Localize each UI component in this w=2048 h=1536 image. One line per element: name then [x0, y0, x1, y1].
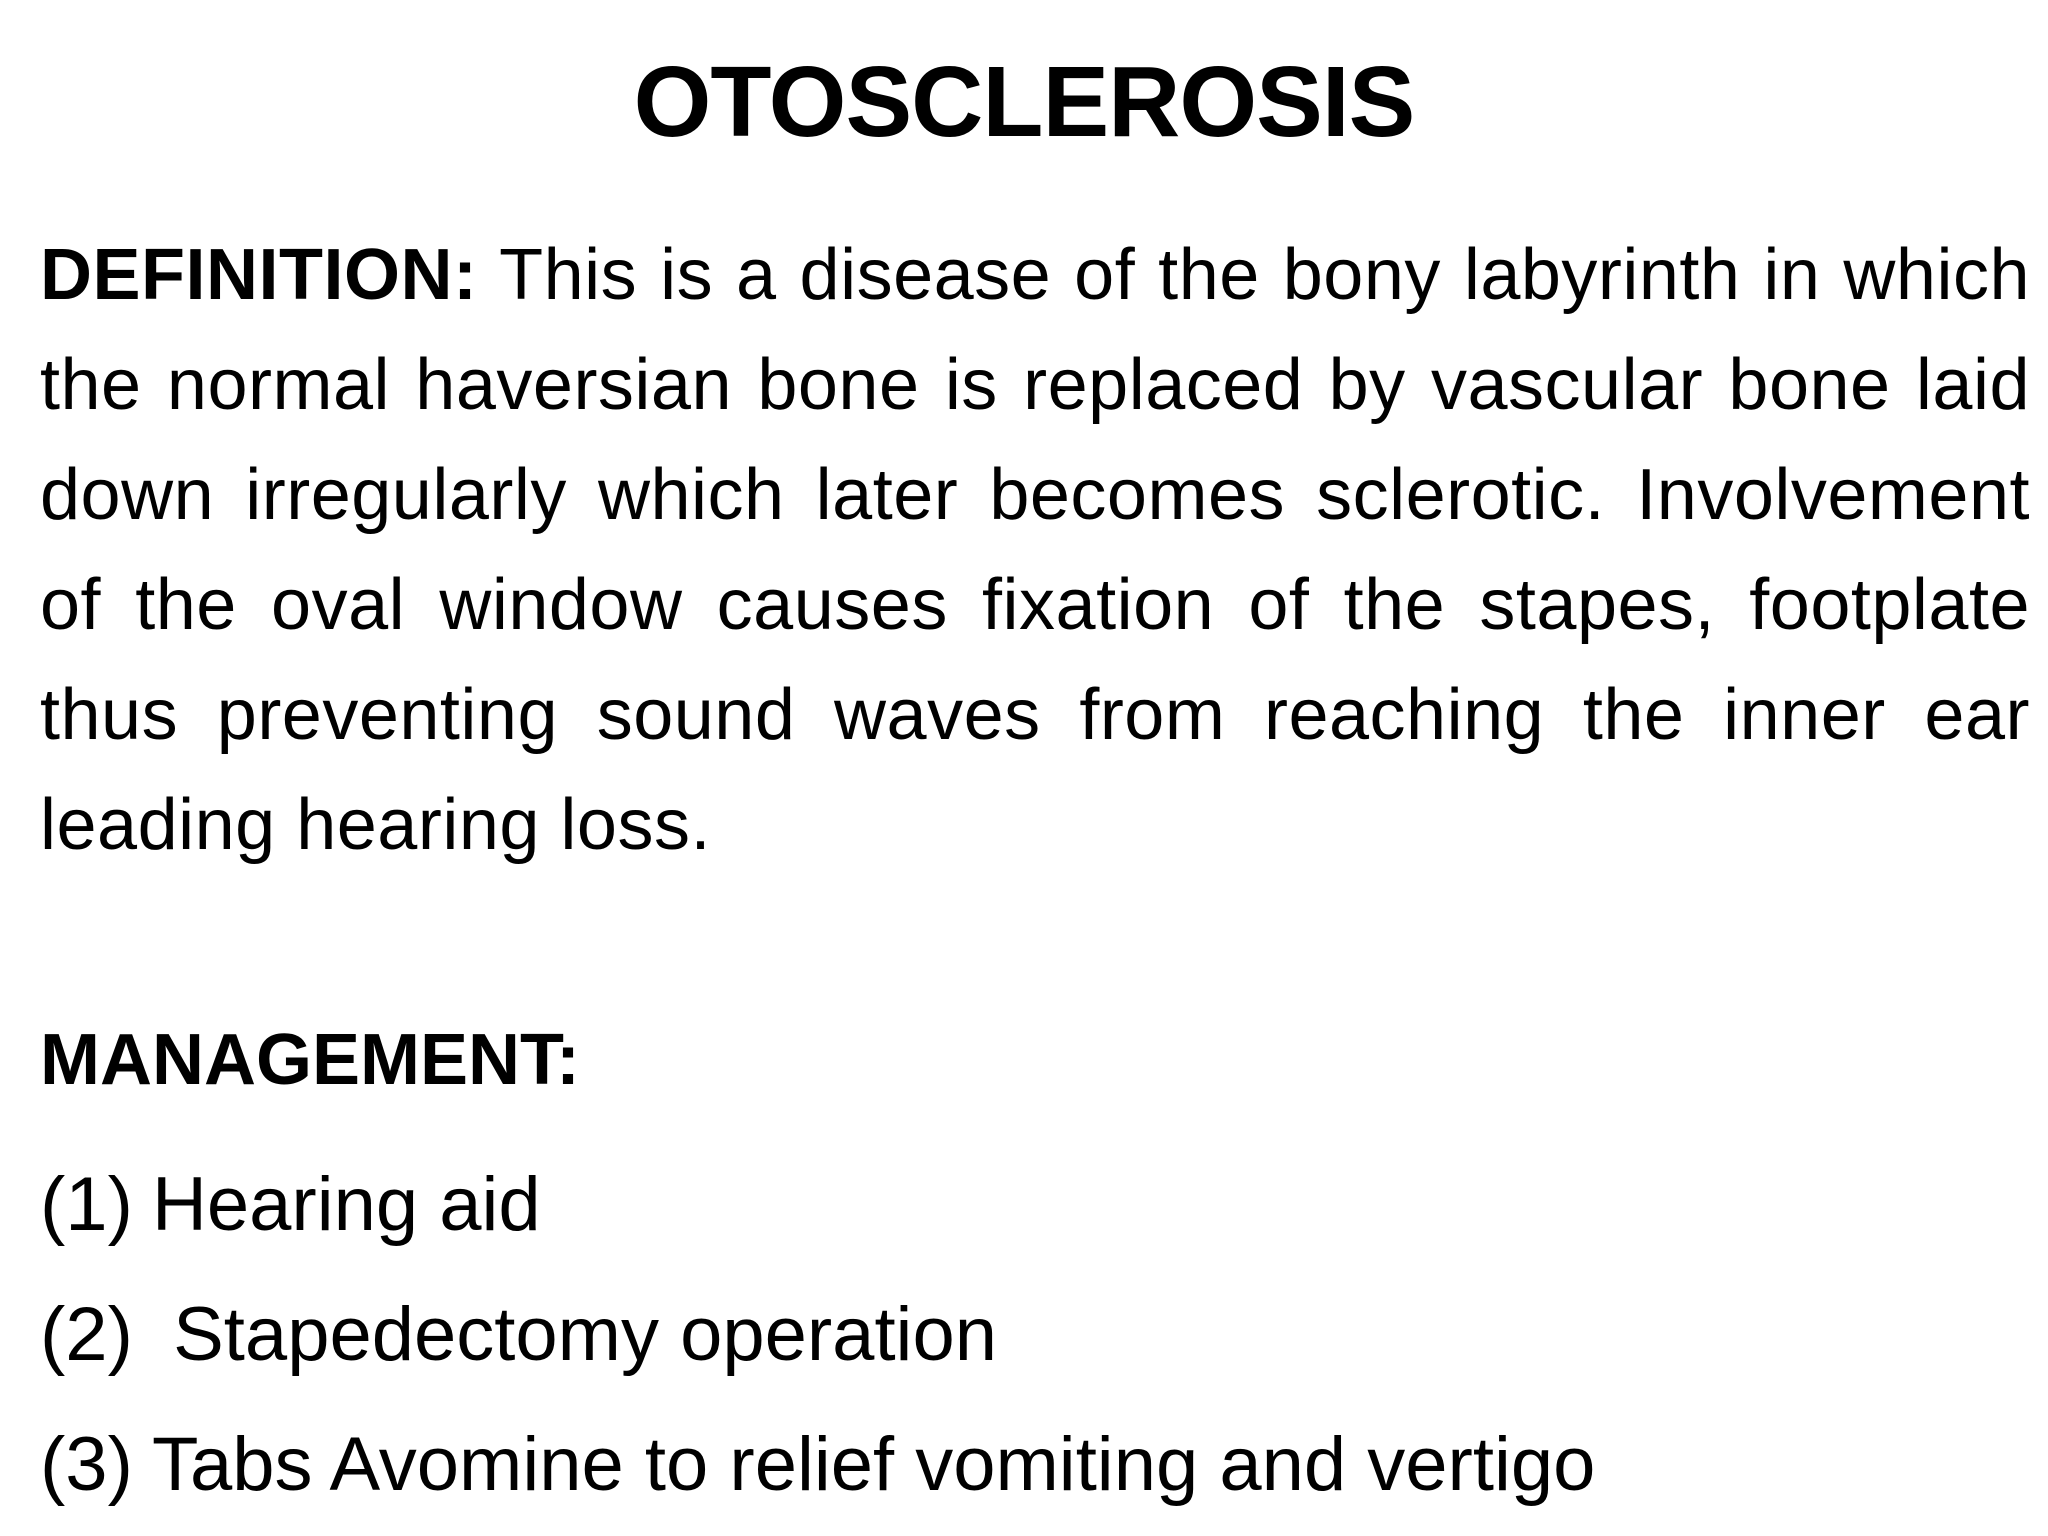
list-item-text: Tabs Avomine to relief vomiting and vertigo [152, 1422, 1596, 1507]
list-item-number: (3) [40, 1422, 133, 1507]
list-item [40, 1400, 1595, 1530]
list-item [40, 1140, 1595, 1270]
management-heading: MANAGEMENT: [40, 1020, 580, 1100]
list-item [40, 1270, 1595, 1400]
list-item-number: (2) [40, 1292, 133, 1377]
definition-paragraph [40, 220, 2030, 880]
list-item-text: Hearing aid [152, 1162, 541, 1247]
slide-title: OTOSCLEROSIS [633, 46, 1415, 158]
definition-label: DEFINITION: [40, 235, 478, 315]
list-item-text: Stapedectomy operation [152, 1292, 997, 1377]
management-list [40, 1140, 1595, 1530]
definition-text: This is a disease of the bony labyrinth in which the normal haversian bone is replaced by vascular bone laid down irregularly which later becomes sclerotic. Involvement of the oval window causes fixation of the stapes, footplate thus preventing sound waves from reaching the inner ear leading hearing loss. [40, 235, 2030, 865]
list-item-number: (1) [40, 1162, 133, 1247]
